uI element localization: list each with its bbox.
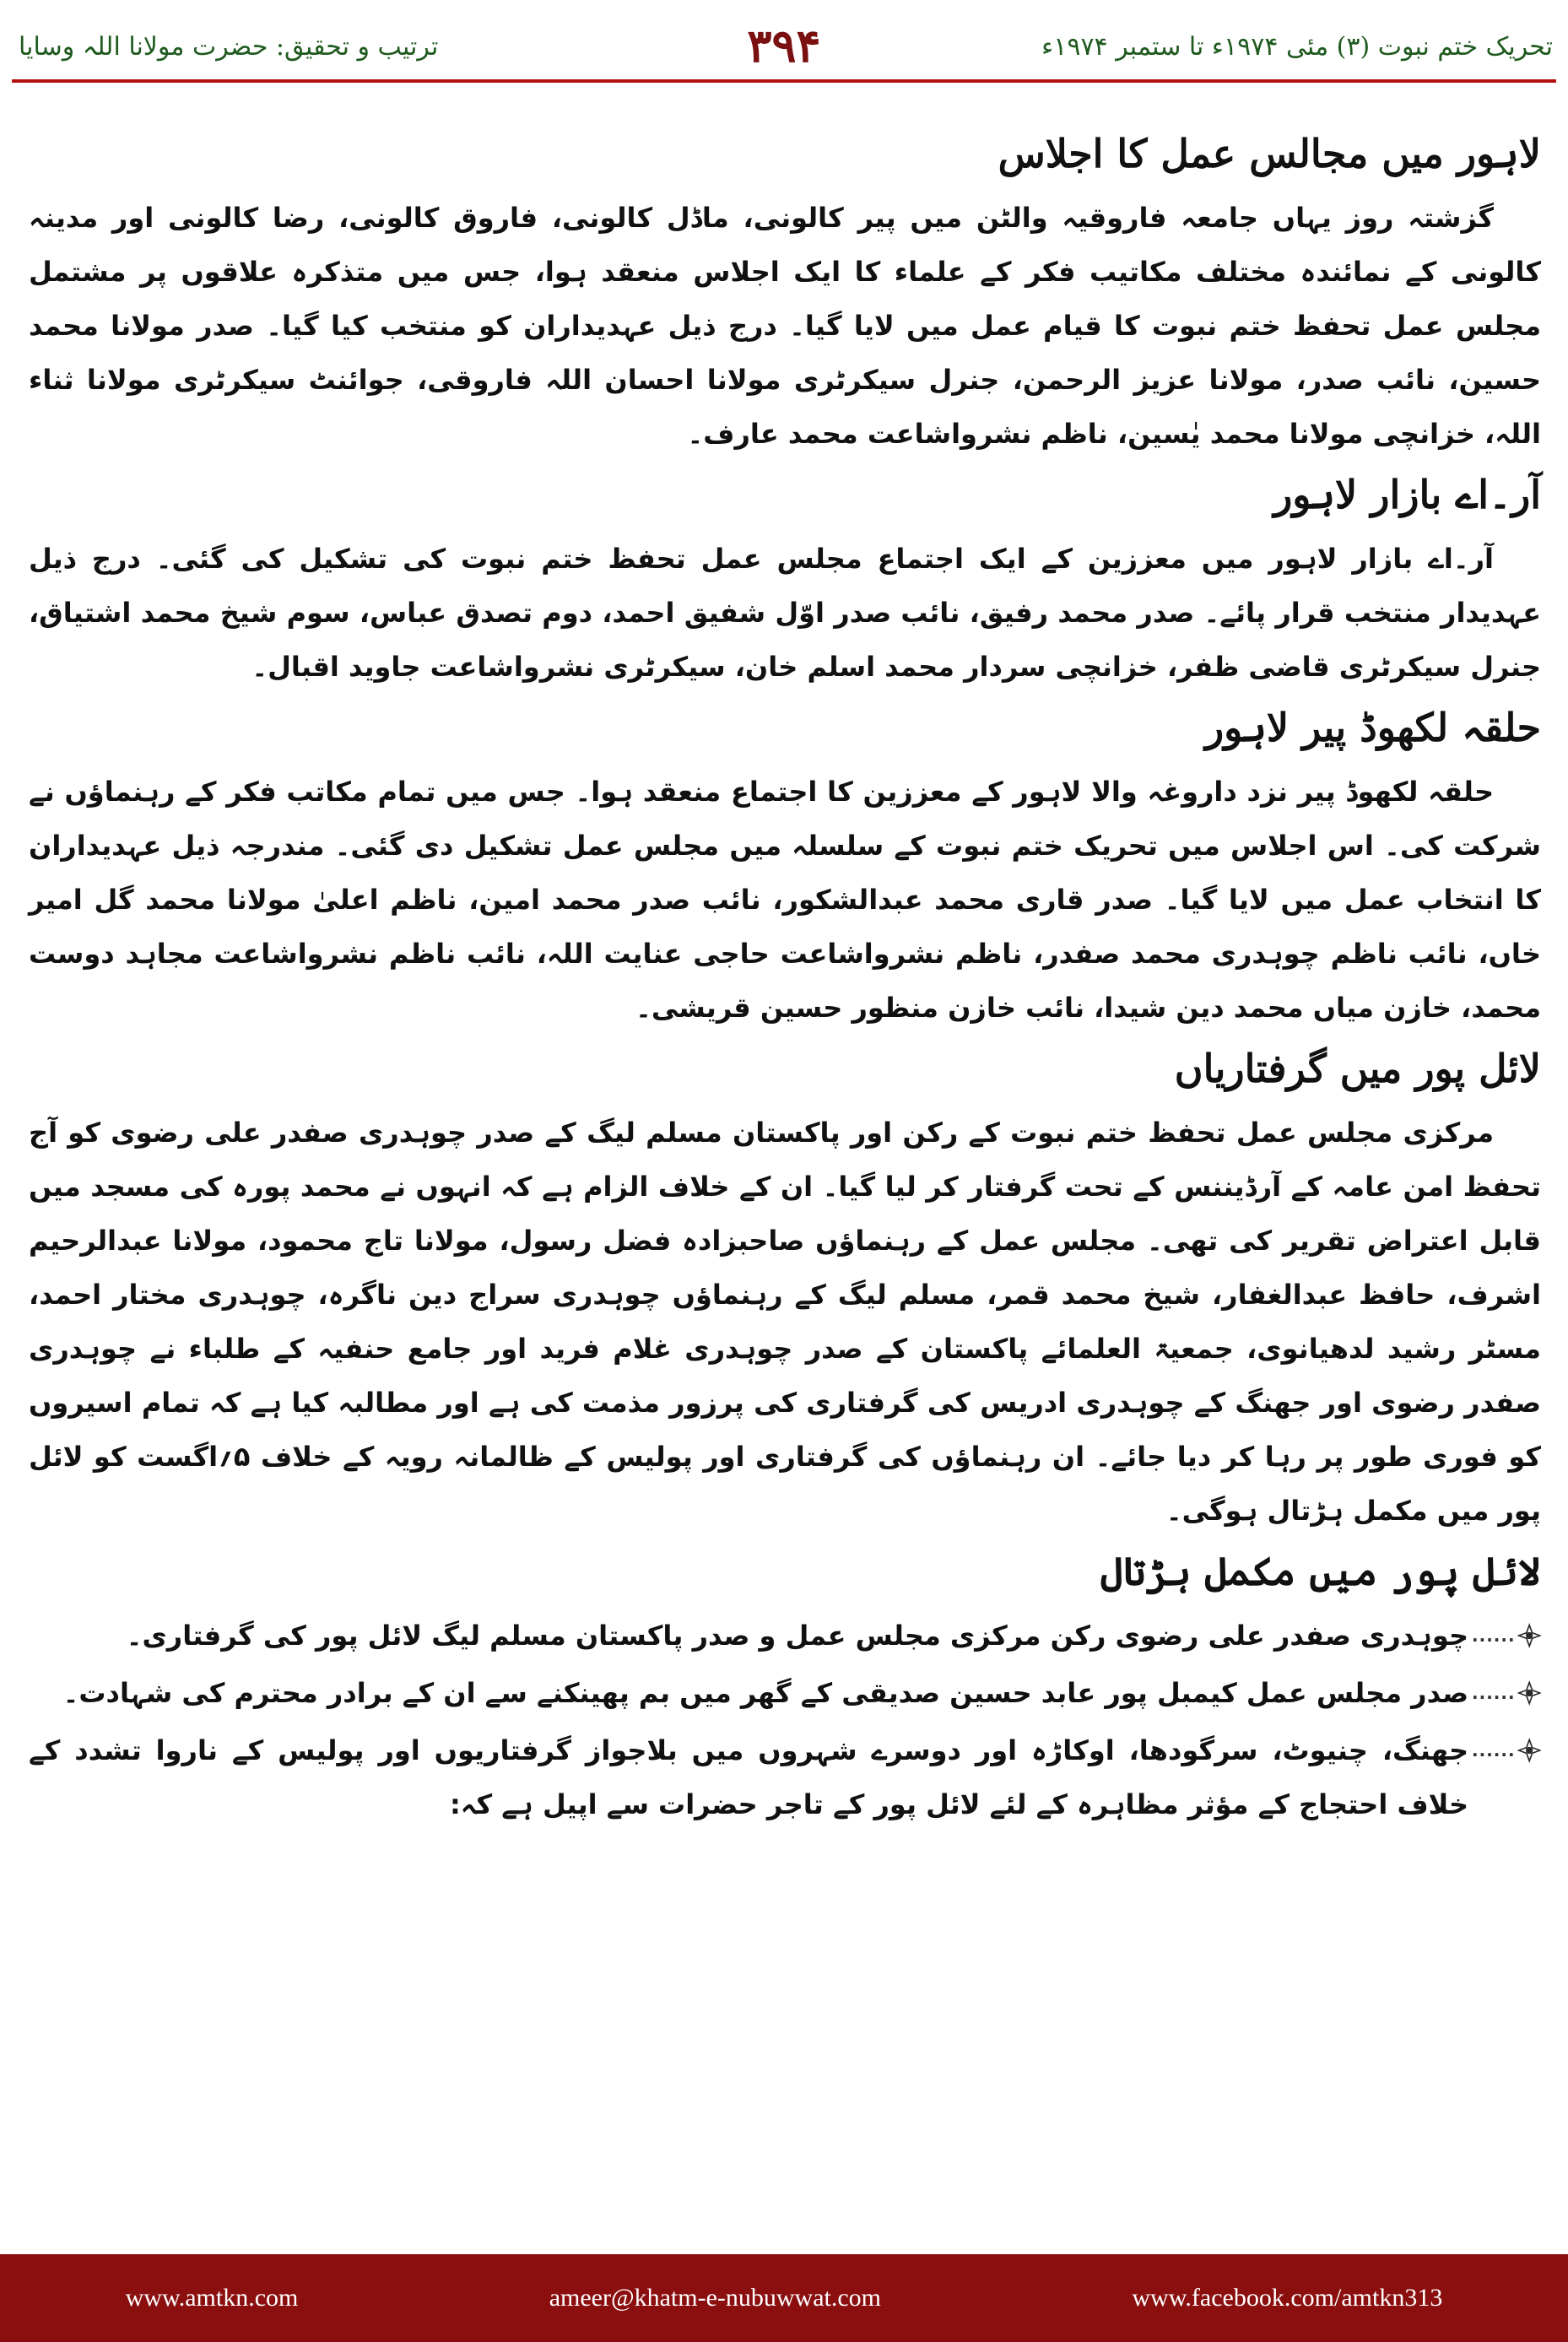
list-item-text: چوہدری صفدر علی رضوی رکن مرکزی مجلس عمل و صدر پاکستان مسلم لیگ لائل پور کی گرفتاری۔ [126, 1620, 1468, 1652]
compiler-credit: ترتیب و تحقیق: حضرت مولانا اللہ وسایا [19, 32, 439, 62]
section-lyallpur-strike [29, 1544, 1541, 1831]
list-item-text: جھنگ، چنیوٹ، سرگودھا، اوکاڑہ اور دوسرے شہروں میں بلاجواز گرفتاریوں اور پولیس کے ناروا تشدد کے خلاف احتجاج کے مؤثر مظاہرہ کے لئے لائل پور کے تاجر حضرات سے اپیل ہے کہ: [29, 1734, 1468, 1820]
bullet-marker [1472, 1723, 1541, 1777]
section-heading: لائل پور میں مکمل ہڑتال [1100, 1549, 1541, 1594]
section-ra-bazar [29, 468, 1541, 694]
leader-dots: ...... [1472, 1625, 1516, 1646]
paragraph: گزشتہ روز یہاں جامعہ فاروقیہ والٹن میں پیر کالونی، ماڈل کالونی، فاروق کالونی، رضا کالونی اور مدینہ کالونی کے نمائندہ مختلف مکاتیب فکر کے علماء کا ایک اجلاس منعقد ہوا، جس میں متذکرہ علاقوں پر مشتمل مجلس عمل تحفظ ختم نبوت کا قیام عمل میں لایا گیا۔ درج ذیل عہدیداران کو منتخب کیا گیا۔ صدر مولانا محمد حسین، نائب صدر، مولانا عزیز الرحمن، جنرل سیکرٹری مولانا احسان اللہ فاروقی، جوائنٹ سیکرٹری مولانا ثناء اللہ، خزانچی مولانا محمد یٰسین، ناظم نشرواشاعت محمد عارف۔ [29, 202, 1541, 450]
website-link[interactable]: www.amtkn.com [125, 2284, 299, 2312]
page-header [0, 0, 1568, 78]
section-lahore-majlis [29, 127, 1541, 461]
ornament-icon [1517, 1679, 1541, 1707]
section-lyallpur-arrests [29, 1041, 1541, 1538]
bullet-marker [1472, 1609, 1541, 1663]
list-item [29, 1666, 1541, 1720]
list-item-text: صدر مجلس عمل کیمبل پور عابد حسین صدیقی کے گھر میں بم پھینکنے سے ان کے برادر محترم کی شہادت۔ [62, 1677, 1468, 1709]
email-link[interactable]: ameer@khatm-e-nubuwwat.com [549, 2284, 882, 2312]
bullet-marker [1472, 1666, 1541, 1720]
header-divider [12, 79, 1556, 83]
section-lakhodair [29, 700, 1541, 1035]
book-title: تحریک ختم نبوت (۳) مئی ۱۹۷۴ء تا ستمبر ۱۹۷۴ء [1041, 32, 1553, 62]
leader-dots: ...... [1472, 1740, 1516, 1761]
bullet-list [29, 1609, 1541, 1831]
leader-dots: ...... [1472, 1683, 1516, 1703]
article-body [29, 127, 1541, 2215]
paragraph: حلقہ لکھوڈ پیر نزد داروغہ والا لاہور کے معززین کا اجتماع منعقد ہوا۔ جس میں تمام مکاتب فکر کے رہنماؤں نے شرکت کی۔ اس اجلاس میں تحریک ختم نبوت کے سلسلہ میں مجلس عمل تشکیل دی گئی۔ مندرجہ ذیل عہدیداران کا انتخاب عمل میں لایا گیا۔ صدر قاری محمد عبدالشکور، نائب صدر محمد امین، ناظم اعلیٰ مولانا محمد گل امیر خاں، نائب ناظم چوہدری محمد صفدر، ناظم نشرواشاعت حاجی عنایت اللہ، نائب ناظم نشرواشاعت مجاہد دوست محمد، خازن میاں محمد دین شیدا، نائب خازن منظور حسین قریشی۔ [29, 776, 1541, 1024]
page-number: ۳۹۴ [747, 19, 821, 73]
section-heading: حلقہ لکھوڈ پیر لاہور [1204, 705, 1541, 750]
section-heading: لائل پور میں گرفتاریاں [1174, 1046, 1541, 1091]
ornament-icon [1517, 1621, 1541, 1650]
ornament-icon [1517, 1736, 1541, 1765]
list-item [29, 1723, 1541, 1831]
paragraph: آر۔اے بازار لاہور میں معززین کے ایک اجتماع مجلس عمل تحفظ ختم نبوت کی تشکیل کی گئی۔ درج ذیل عہدیدار منتخب قرار پائے۔ صدر محمد رفیق، نائب صدر اوّل شفیق احمد، دوم تصدق عباس، سوم شیخ محمد اشتیاق، جنرل سیکرٹری قاضی ظفر، خزانچی سردار محمد اسلم خان، سیکرٹری نشرواشاعت جاوید اقبال۔ [29, 543, 1541, 683]
section-heading: لاہور میں مجالس عمل کا اجلاس [998, 131, 1541, 176]
paragraph: مرکزی مجلس عمل تحفظ ختم نبوت کے رکن اور پاکستان مسلم لیگ کے صدر چوہدری صفدر علی رضوی کو آج تحفظ امن عامہ کے آرڈیننس کے تحت گرفتار کر لیا گیا۔ ان کے خلاف الزام ہے کہ انہوں نے محمد پورہ کی مسجد میں قابل اعتراض تقریر کی تھی۔ مجلس عمل کے رہنماؤں صاحبزادہ فضل رسول، مولانا تاج محمود، مولانا عبدالرحیم اشرف، حافظ عبدالغفار، شیخ محمد قمر، مسلم لیگ کے رہنماؤں چوہدری سراج دین ناگرہ، چوہدری مختار احمد، مسٹر رشید لدھیانوی، جمعیۃ العلمائے پاکستان کے صدر چوہدری غلام فرید اور جامع حنفیہ کے طلباء نے چوہدری صفدر رضوی اور جھنگ کے چوہدری ادریس کی گرفتاری کی پرزور مذمت کی ہے اور مطالبہ کیا ہے کہ تمام اسیروں کو فوری طور پر رہا کر دیا جائے۔ ان رہنماؤں کی گرفتاری اور پولیس کے ظالمانہ رویہ کے خلاف ۵؍اگست کو لائل پور میں مکمل ہڑتال ہوگی۔ [29, 1117, 1542, 1527]
page-footer [0, 2254, 1568, 2342]
section-heading: آر۔اے بازار لاہور [1273, 472, 1541, 517]
list-item [29, 1609, 1541, 1663]
facebook-link[interactable]: www.facebook.com/amtkn313 [1132, 2284, 1443, 2312]
